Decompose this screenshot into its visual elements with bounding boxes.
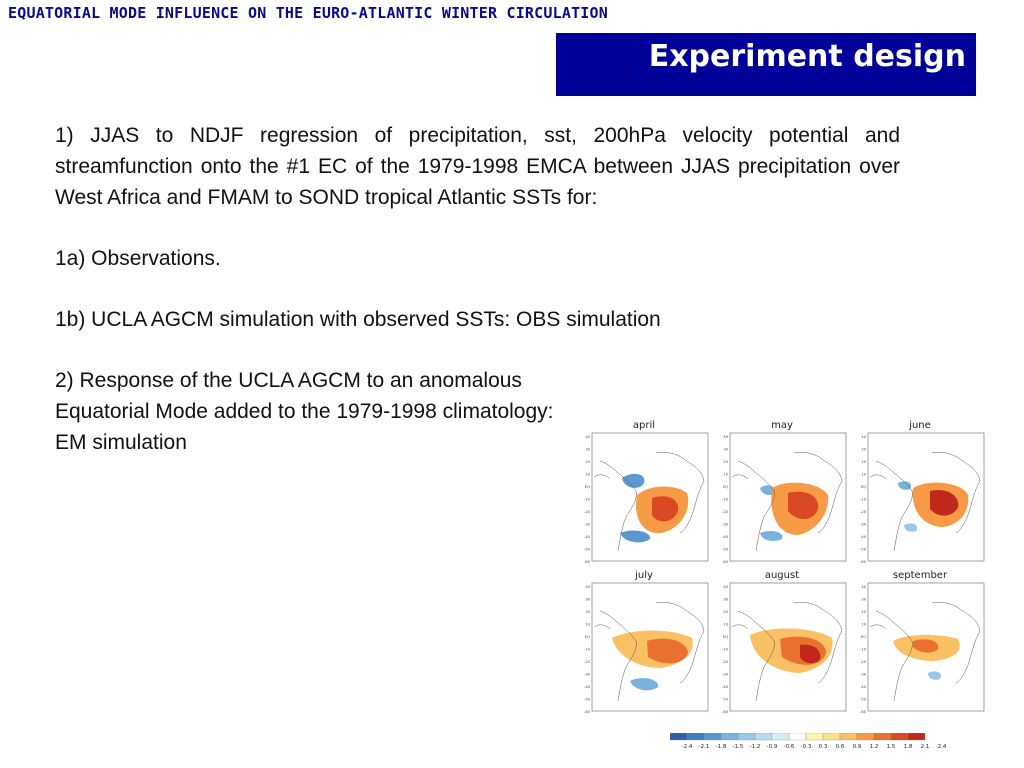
lat-tick-label: 10 <box>723 472 728 477</box>
lat-tick-label: -60 <box>860 710 866 714</box>
lat-tick-label: -40 <box>860 535 866 539</box>
paragraph-1b: 1b) UCLA AGCM simulation with observed SSTs: OBS simulation <box>55 308 661 331</box>
lat-tick-label: -20 <box>860 510 866 514</box>
lat-tick-label: -10 <box>722 497 728 502</box>
lat-tick-label: -50 <box>722 697 728 702</box>
colorbar-swatch <box>789 733 806 740</box>
lat-tick-label: 40 <box>861 435 866 439</box>
lat-tick-label: 20 <box>723 460 728 464</box>
colorbar-swatch <box>670 733 687 740</box>
lat-tick-label: -50 <box>584 697 590 702</box>
regional-map <box>716 582 848 714</box>
colorbar-tick-label: -0.3 <box>800 744 812 750</box>
lat-tick-label: 20 <box>585 610 590 614</box>
lat-tick-label: EQ <box>584 635 590 639</box>
lat-tick-label: -30 <box>722 672 728 677</box>
lat-tick-label: -30 <box>584 522 590 527</box>
colorbar-tick-label: -2.4 <box>681 744 693 750</box>
lat-tick-label: 10 <box>585 472 590 477</box>
lat-tick-label: 20 <box>585 460 590 464</box>
colorbar-tick-label: 2.4 <box>937 744 947 750</box>
lat-tick-label: -20 <box>584 660 590 664</box>
colorbar-tick-label: 0.6 <box>835 744 845 750</box>
colorbar-swatch <box>874 733 891 740</box>
lat-tick-label: EQ <box>584 485 590 489</box>
colorbar-tick-label: -0.6 <box>783 744 795 750</box>
colorbar <box>670 733 950 763</box>
lat-tick-label: -20 <box>722 510 728 514</box>
colorbar-swatch <box>806 733 823 740</box>
lat-tick-label: -50 <box>860 547 866 552</box>
lat-tick-label: 30 <box>861 447 866 452</box>
section-banner <box>556 33 976 96</box>
colorbar-swatch <box>857 733 874 740</box>
lat-tick-label: 30 <box>723 447 728 452</box>
lat-tick-label: 10 <box>861 622 866 627</box>
lat-tick-label: 20 <box>723 610 728 614</box>
lat-tick-label: 10 <box>723 622 728 627</box>
colorbar-tick-label: 0.3 <box>818 744 828 750</box>
lat-tick-label: 10 <box>585 622 590 627</box>
lat-tick-label: -40 <box>860 685 866 689</box>
lat-tick-label: -60 <box>860 560 866 564</box>
lat-tick-label: EQ <box>860 635 866 639</box>
colorbar-swatch <box>721 733 738 740</box>
lat-tick-label: -40 <box>584 535 590 539</box>
presentation-title: EQUATORIAL MODE INFLUENCE ON THE EURO-ATLANTIC WINTER CIRCULATION <box>8 4 608 22</box>
colorbar-tick-label: 1.8 <box>903 744 913 750</box>
panel-title: may <box>771 420 793 431</box>
paragraph-1: 1) JJAS to NDJF regression of precipitation, sst, 200hPa velocity potential and streamfunction onto the #1 EC of the 1979-1998 EMCA between JJAS precipitation over West Africa and FMAM to SOND tropical Atlantic SSTs for: <box>55 124 900 209</box>
lat-tick-label: -50 <box>722 547 728 552</box>
panel-title: july <box>635 570 653 581</box>
lat-tick-label: -10 <box>860 647 866 652</box>
colorbar-tick-label: -0.9 <box>766 744 778 750</box>
experiment-description <box>55 120 900 458</box>
colorbar-tick-label: 1.2 <box>869 744 879 750</box>
colorbar-swatch <box>840 733 857 740</box>
lat-tick-label: 40 <box>585 585 590 589</box>
lat-tick-label: -30 <box>860 672 866 677</box>
lat-tick-label: 30 <box>723 597 728 602</box>
regional-map <box>578 582 710 714</box>
lat-tick-label: -40 <box>584 685 590 689</box>
lat-tick-label: -50 <box>860 697 866 702</box>
lat-tick-label: 20 <box>861 460 866 464</box>
regional-map <box>854 582 986 714</box>
lat-tick-label: -10 <box>584 497 590 502</box>
lat-tick-label: -10 <box>860 497 866 502</box>
colorbar-tick-label: -1.8 <box>715 744 727 750</box>
lat-tick-label: -30 <box>584 672 590 677</box>
lat-tick-label: 40 <box>723 585 728 589</box>
colorbar-tick-label: -2.1 <box>698 744 710 750</box>
lat-tick-label: -20 <box>584 510 590 514</box>
lat-tick-label: EQ <box>860 485 866 489</box>
lat-tick-label: -20 <box>722 660 728 664</box>
regional-map <box>716 432 848 564</box>
colorbar-swatch <box>772 733 789 740</box>
banner-title: Experiment design <box>648 39 966 74</box>
map-panel-may <box>716 420 848 564</box>
lat-tick-label: 30 <box>861 597 866 602</box>
lat-tick-label: 20 <box>861 610 866 614</box>
colorbar-swatch <box>704 733 721 740</box>
colorbar-swatch <box>687 733 704 740</box>
regional-map <box>854 432 986 564</box>
lat-tick-label: -60 <box>722 560 728 564</box>
lat-tick-label: -30 <box>860 522 866 527</box>
lat-tick-label: 40 <box>723 435 728 439</box>
lat-tick-label: 10 <box>861 472 866 477</box>
lat-tick-label: EQ <box>722 635 728 639</box>
regional-map <box>578 432 710 564</box>
lat-tick-label: -40 <box>722 685 728 689</box>
panel-title: june <box>909 420 931 431</box>
lat-tick-label: -50 <box>584 547 590 552</box>
colorbar-swatch <box>908 733 925 740</box>
map-panel-april <box>578 420 710 564</box>
lat-tick-label: -40 <box>722 535 728 539</box>
colorbar-swatch <box>823 733 840 740</box>
map-panel-june <box>854 420 986 564</box>
lat-tick-label: -10 <box>584 647 590 652</box>
paragraph-1a: 1a) Observations. <box>55 247 221 270</box>
panel-title: august <box>764 570 800 581</box>
colorbar-tick-label: 0.9 <box>852 744 862 750</box>
lat-tick-label: -60 <box>584 560 590 564</box>
paragraph-2: 2) Response of the UCLA AGCM to an anomalous Equatorial Mode added to the 1979-1998 climatology: EM simulation <box>55 369 554 454</box>
colorbar-tick-label: 2.1 <box>920 744 930 750</box>
map-panel-july <box>578 570 710 714</box>
colorbar-tick-label: -1.5 <box>732 744 744 750</box>
colorbar-tick-label: -1.2 <box>749 744 761 750</box>
colorbar-swatch <box>738 733 755 740</box>
panel-title: april <box>632 420 656 431</box>
lat-tick-label: 40 <box>585 435 590 439</box>
lat-tick-label: -60 <box>584 710 590 714</box>
lat-tick-label: 30 <box>585 597 590 602</box>
monthly-maps-figure <box>578 420 993 760</box>
lat-tick-label: EQ <box>722 485 728 489</box>
lat-tick-label: -10 <box>722 647 728 652</box>
panel-title: september <box>892 570 948 581</box>
map-panel-september <box>854 570 986 714</box>
lat-tick-label: -30 <box>722 522 728 527</box>
lat-tick-label: 40 <box>861 585 866 589</box>
map-panel-august <box>716 570 848 714</box>
colorbar-tick-label: 1.5 <box>886 744 896 750</box>
lat-tick-label: -20 <box>860 660 866 664</box>
colorbar-swatch <box>755 733 772 740</box>
lat-tick-label: -60 <box>722 710 728 714</box>
lat-tick-label: 30 <box>585 447 590 452</box>
colorbar-swatch <box>891 733 908 740</box>
